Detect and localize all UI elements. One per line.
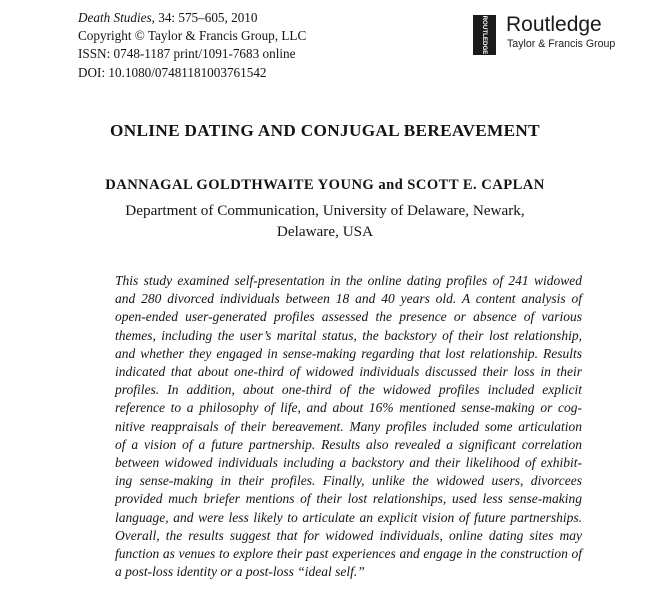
article-authors: DANNAGAL GOLDTHWAITE YOUNG and SCOTT E. CAPLAN [105, 177, 545, 193]
affiliation-line: Delaware, USA [276, 223, 374, 240]
routledge-logo-icon [473, 15, 496, 55]
svg-text:ROUTLEDGE: ROUTLEDGE [480, 15, 488, 55]
abstract-line: a post-loss identity or a post-loss “ideal self.” [115, 564, 365, 580]
abstract-line: of a vision of a future partnership. Results also revealed a significant correlation [115, 436, 582, 452]
abstract-line: and whether they engaged in sense-making regarding that lost relationship. Results [115, 345, 582, 361]
abstract-line: This study examined self-presentation in the online dating profiles of 241 widowed [115, 273, 582, 288]
abstract-line: open-ended user-generated profiles assessed the presence or absence of various [115, 309, 582, 325]
abstract-line: ing sense-making in their profiles. Finally, unlike the widowed users, divorcees [115, 473, 582, 489]
publisher-name: Routledge [506, 13, 602, 36]
issn-line: ISSN: 0748-1187 print/1091-7683 online [78, 46, 296, 62]
abstract-line: and 280 divorced individuals between 18 and 40 years old. A content analysis of [115, 291, 582, 307]
doi-line: DOI: 10.1080/07481181003761542 [78, 64, 267, 80]
abstract-line: reference to a philosophy of life, and about 16% mentioned sense-making or cog- [115, 400, 582, 416]
abstract-line: indicated that about one-third of widowed individuals discussed their loss in their [115, 364, 582, 380]
abstract-line: between widowed individuals including a backstory and their likelihood of exhibit- [115, 455, 582, 471]
article-title: ONLINE DATING AND CONJUGAL BEREAVEMENT [109, 121, 540, 140]
journal-meta [78, 9, 306, 82]
abstract-line: nitive reappraisals of their bereavement. Many profiles included some articulation [115, 418, 582, 434]
journal-citation: , 34: 575–605, 2010 [151, 10, 258, 25]
author-affiliation [0, 200, 650, 242]
journal-citation-line [78, 9, 306, 27]
publisher-logo [473, 13, 648, 59]
abstract-line: themes, including the user’s marital status, the backstory of their lost relationship, [115, 327, 582, 343]
publisher-group: Taylor & Francis Group [507, 38, 616, 50]
abstract-line: language, and were less likely to articulate an explicit vision of future partnerships. [115, 509, 582, 525]
journal-name: Death Studies [78, 10, 152, 25]
abstract-line: profiles. In addition, about one-third of the widowed profiles included explicit [115, 382, 582, 398]
copyright-line: Copyright © Taylor & Francis Group, LLC [78, 28, 307, 44]
abstract [115, 272, 582, 581]
affiliation-line: Department of Communication, University of Delaware, Newark, [125, 202, 525, 219]
abstract-line: function as venues to explore their past experiences and engage in the construction of [115, 546, 582, 562]
abstract-line: Overall, the results suggest that for widowed individuals, online dating sites may [115, 527, 582, 543]
abstract-line: provided much briefer mentions of their lost relationships, used less sense-making [115, 491, 582, 507]
